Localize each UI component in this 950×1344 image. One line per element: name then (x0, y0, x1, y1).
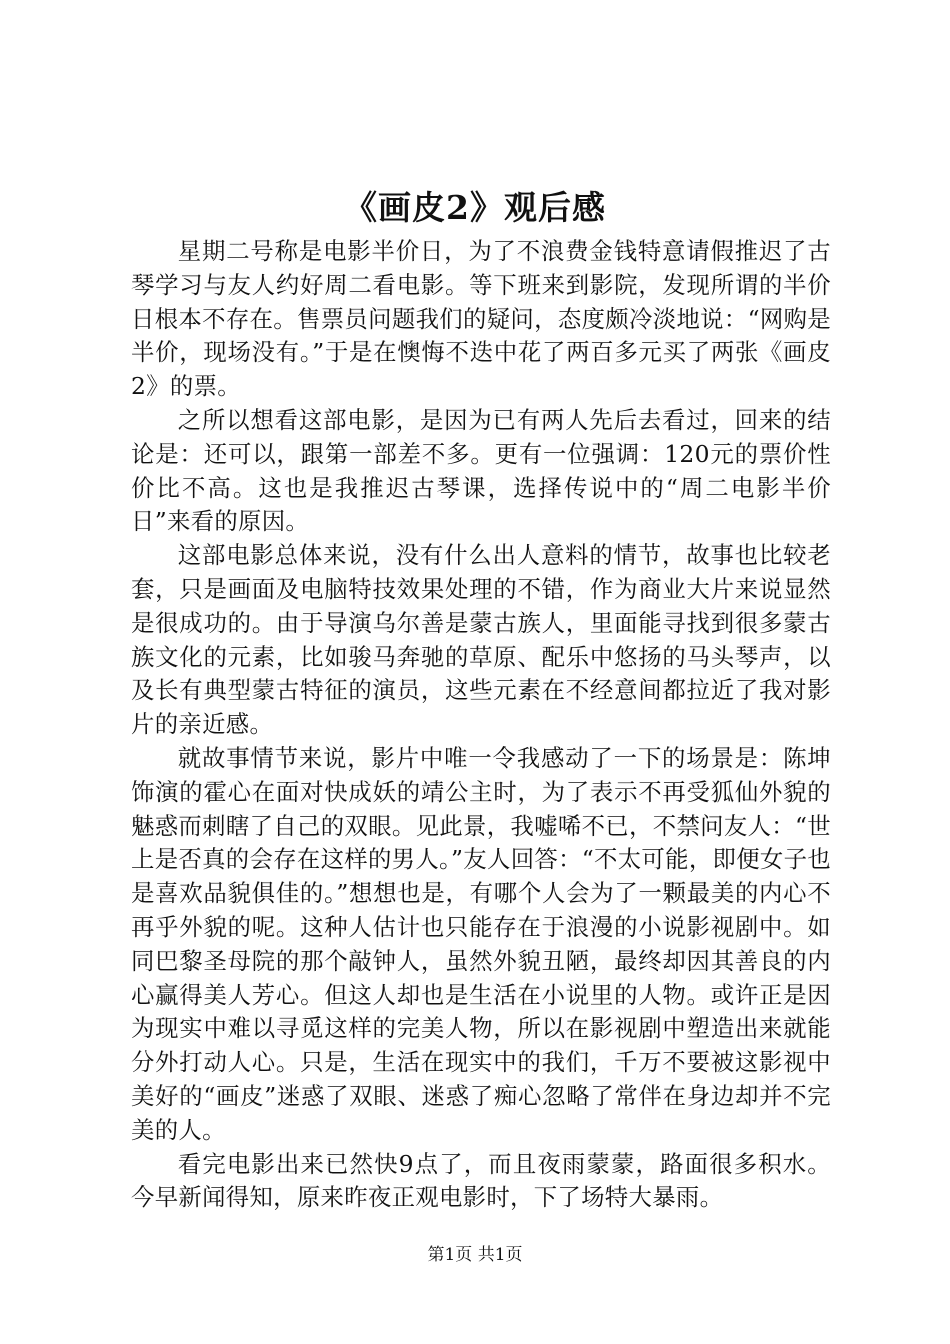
document-body (131, 235, 831, 1215)
paragraph-4: 就故事情节来说，影片中唯一令我感动了一下的场景是：陈坤饰演的霍心在面对快成妖的靖公主时，为了表示不再受狐仙外貌的魅惑而刺瞎了自己的双眼。见此景，我嘘唏不已，不禁问友人：“世上是否真的会存在这样的男人。”友人回答：“不太可能，即便女子也是喜欢品貌俱佳的。”想想也是，有哪个人会为了一颗最美的内心不再乎外貌的呢。这种人估计也只能存在于浪漫的小说影视剧中。如同巴黎圣母院的那个敲钟人，虽然外貌丑陋，最终却因其善良的内心赢得美人芳心。但这人却也是生活在小说里的人物。或许正是因为现实中难以寻觅这样的完美人物，所以在影视剧中塑造出来就能分外打动人心。只是，生活在现实中的我们，千万不要被这影视中美好的“画皮”迷惑了双眼、迷惑了痴心忽略了常伴在身边却并不完美的人。 (131, 743, 831, 1144)
document-title: 《画皮2》观后感 (344, 188, 606, 227)
paragraph-3: 这部电影总体来说，没有什么出人意料的情节，故事也比较老套，只是画面及电脑特技效果处理的不错，作为商业大片来说显然是很成功的。由于导演乌尔善是蒙古族人，里面能寻找到很多蒙古族文化的元素，比如骏马奔驰的草原、配乐中悠扬的马头琴声，以及长有典型蒙古特征的演员，这些元素在不经意间都拉近了我对影片的亲近感。 (131, 541, 831, 739)
paragraph-1: 星期二号称是电影半价日，为了不浪费金钱特意请假推迟了古琴学习与友人约好周二看电影。等下班来到影院，发现所谓的半价日根本不存在。售票员问题我们的疑问，态度颇冷淡地说：“网购是半价，现场没有。”于是在懊悔不迭中花了两百多元买了两张《画皮2》的票。 (131, 237, 831, 401)
page-number-footer: 第1页 共1页 (427, 1245, 523, 1265)
paragraph-5: 看完电影出来已然快9点了，而且夜雨蒙蒙，路面很多积水。今早新闻得知，原来昨夜正观电影时，下了场特大暴雨。 (131, 1149, 831, 1212)
paragraph-2: 之所以想看这部电影，是因为已有两人先后去看过，回来的结论是：还可以，跟第一部差不多。更有一位强调：120元的票价性价比不高。这也是我推迟古琴课，选择传说中的“周二电影半价日”来看的原因。 (131, 405, 831, 536)
